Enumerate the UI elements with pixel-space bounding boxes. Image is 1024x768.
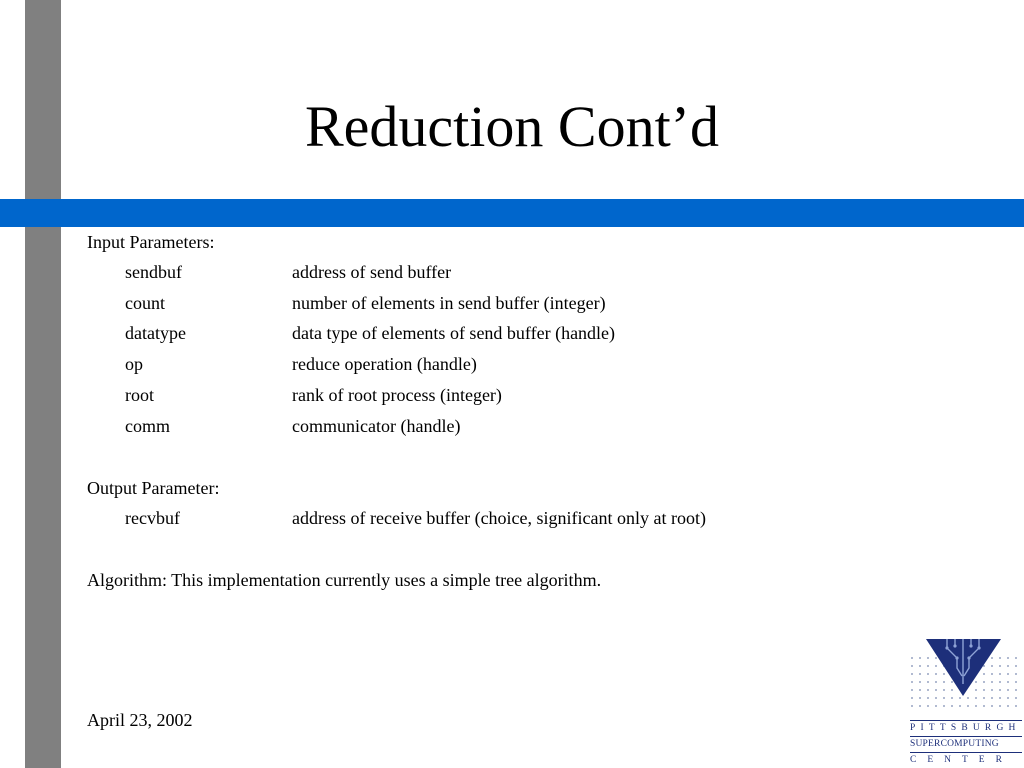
input-parameters-heading: Input Parameters:	[87, 232, 215, 252]
param-description: reduce operation (handle)	[292, 354, 477, 374]
param-name: root	[125, 385, 154, 405]
logo-text-supercomputing: SUPERCOMPUTING	[910, 739, 999, 749]
slide-date: April 23, 2002	[87, 710, 193, 730]
logo-rule-top	[910, 720, 1022, 721]
param-name: datatype	[125, 323, 186, 343]
param-description: address of receive buffer (choice, significant only at root)	[292, 508, 706, 528]
param-description: communicator (handle)	[292, 416, 461, 436]
param-description: address of send buffer	[292, 262, 452, 282]
param-name: sendbuf	[125, 262, 182, 282]
param-name: comm	[125, 416, 170, 436]
param-name: op	[125, 354, 143, 374]
logo-text-center: CENTER	[910, 755, 1013, 765]
logo-rule	[910, 736, 1022, 737]
param-description: data type of elements of send buffer (handle)	[292, 323, 616, 343]
title-divider-band	[0, 199, 1024, 227]
param-name: recvbuf	[125, 508, 180, 528]
algorithm-note: Algorithm: This implementation currently uses a simple tree algorithm.	[87, 570, 602, 590]
param-name: count	[125, 293, 165, 313]
output-parameter-heading: Output Parameter:	[87, 478, 220, 498]
param-description: number of elements in send buffer (integer)	[292, 293, 606, 313]
logo-text-pittsburgh: PITTSBURGH	[910, 723, 1021, 733]
slide-title: Reduction Cont’d	[304, 94, 719, 159]
logo-rule	[910, 752, 1022, 753]
psc-logo	[905, 636, 1024, 768]
param-description: rank of root process (integer)	[292, 385, 502, 405]
psc-logo-mark	[905, 636, 1024, 716]
